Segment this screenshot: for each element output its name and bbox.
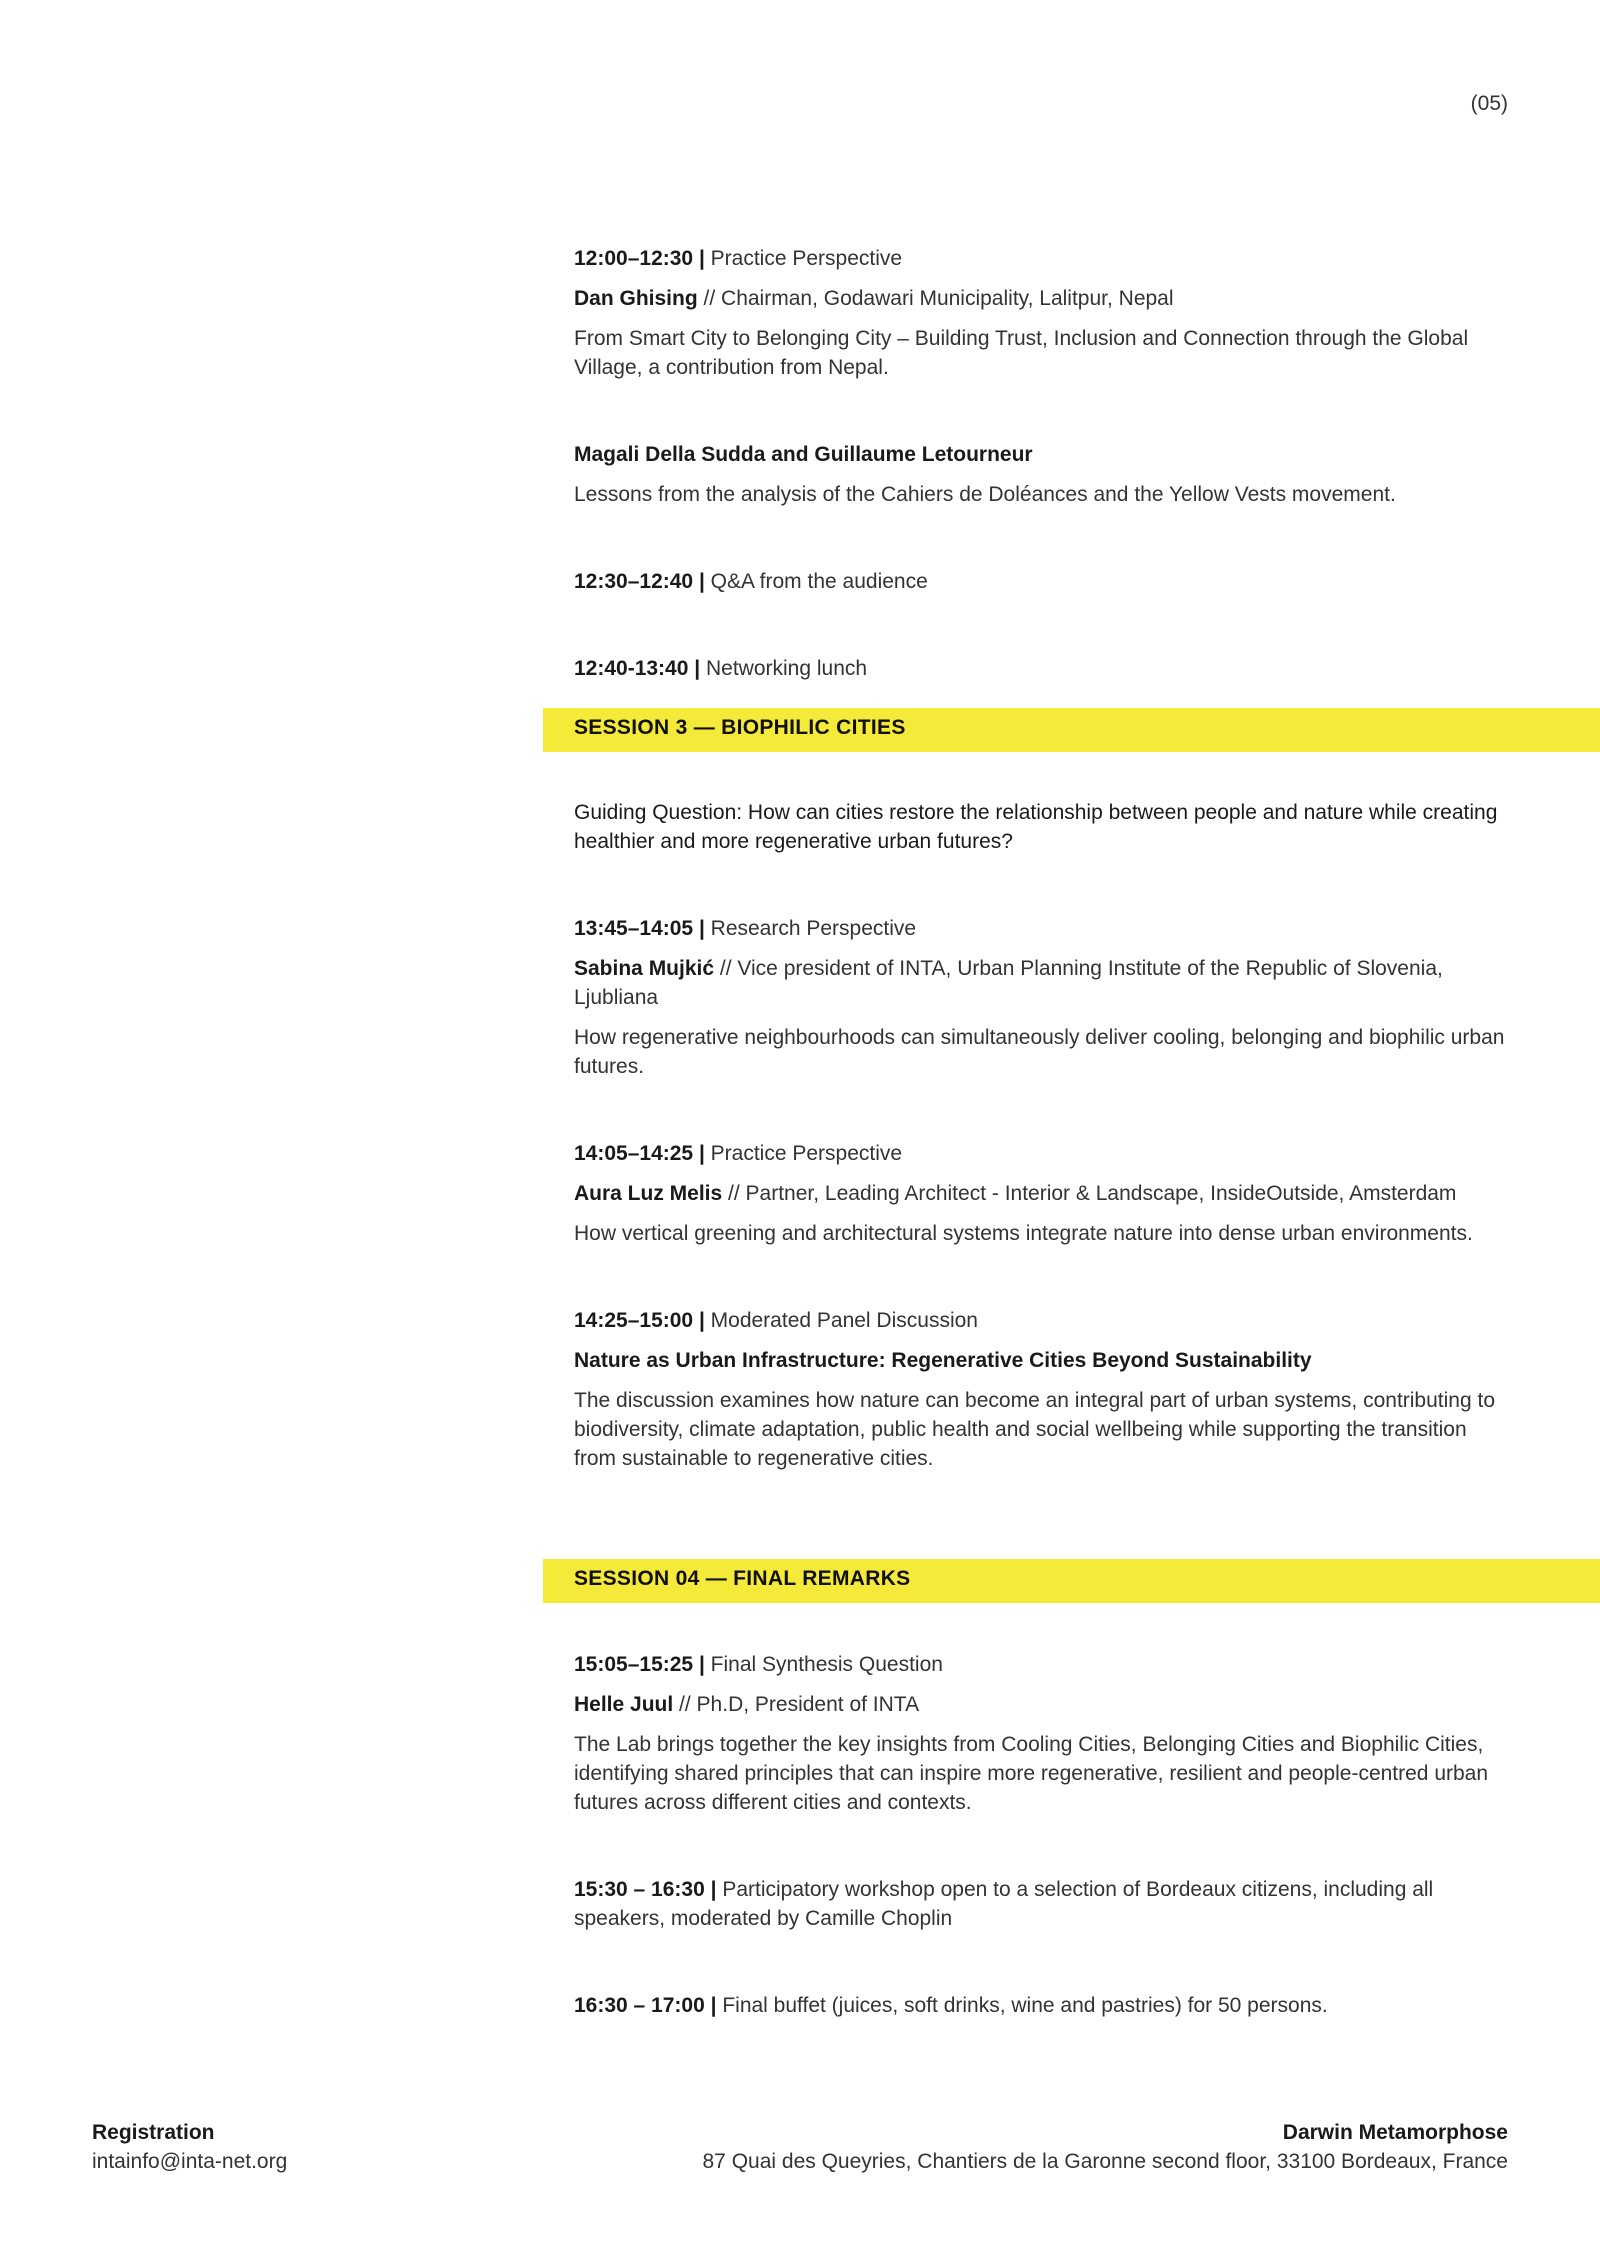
- session-label: Research Perspective: [710, 917, 917, 940]
- agenda-item: [574, 1139, 1514, 1248]
- footer-right-title: Darwin Metamorphose: [1282, 2121, 1508, 2144]
- agenda-item: [574, 1991, 1514, 2020]
- speaker-name: Magali Della Sudda and Guillaume Letourneur: [574, 443, 1033, 466]
- time: 15:30 – 16:30: [574, 1878, 705, 1901]
- speaker-line: Aura Luz Melis // Partner, Leading Architect - Interior & Landscape, InsideOutside, Amsterdam: [574, 1182, 1457, 1205]
- session-label: Participatory workshop open to a selection of Bordeaux citizens, including all speakers, moderated by Camille Choplin: [574, 1878, 1434, 1930]
- time: 14:05–14:25: [574, 1142, 694, 1165]
- talk-description: From Smart City to Belonging City – Building Trust, Inclusion and Connection through the Global Village, a contribution from Nepal.: [574, 327, 1469, 379]
- speaker-role: Chairman, Godawari Municipality, Lalitpur, Nepal: [721, 287, 1174, 310]
- time: 12:30–12:40: [574, 570, 694, 593]
- session-label: Final buffet (juices, soft drinks, wine and pastries) for 50 persons.: [722, 1994, 1328, 2017]
- agenda-item: [574, 1650, 1514, 1817]
- time-line: 15:05–15:25 | Final Synthesis Question: [574, 1653, 943, 1676]
- footer-registration: [92, 2118, 287, 2176]
- agenda-part-3: [574, 1650, 1514, 2078]
- panel-title: Nature as Urban Infrastructure: Regenerative Cities Beyond Sustainability: [574, 1349, 1312, 1372]
- session-3-heading-band: [543, 708, 1600, 752]
- session-4-heading-band: [543, 1559, 1600, 1603]
- panel-description: The discussion examines how nature can become an integral part of urban systems, contributing to biodiversity, climate adaptation, public health and social wellbeing while supporting the transition from sustainable to regenerative cities.: [574, 1389, 1495, 1470]
- speaker-role: Ph.D, President of INTA: [696, 1693, 920, 1716]
- agenda-item: [574, 567, 1514, 596]
- speaker-line: Dan Ghising // Chairman, Godawari Municipality, Lalitpur, Nepal: [574, 287, 1174, 310]
- agenda-item: [574, 440, 1514, 509]
- time-line: 12:40-13:40 | Networking lunch: [574, 657, 868, 680]
- footer-venue: [703, 2118, 1509, 2176]
- time-line: 12:30–12:40 | Q&A from the audience: [574, 570, 928, 593]
- agenda-item: [574, 914, 1514, 1081]
- time-line: 14:05–14:25 | Practice Perspective: [574, 1142, 903, 1165]
- session-label: Final Synthesis Question: [710, 1653, 943, 1676]
- talk-description: Lessons from the analysis of the Cahiers de Doléances and the Yellow Vests movement.: [574, 483, 1396, 506]
- footer-left-title: Registration: [92, 2121, 215, 2144]
- speaker-role: Vice president of INTA, Urban Planning Institute of the Republic of Slovenia, Ljubliana: [574, 957, 1443, 1009]
- registration-email-link[interactable]: intainfo@inta-net.org: [92, 2150, 288, 2173]
- agenda-item: [574, 1306, 1514, 1473]
- talk-description: The Lab brings together the key insights from Cooling Cities, Belonging Cities and Biophilic Cities, identifying shared principles that can inspire more regenerative, resilient and people-centred urban futures across different cities and contexts.: [574, 1733, 1489, 1814]
- time-line: 13:45–14:05 | Research Perspective: [574, 917, 917, 940]
- time-line: 14:25–15:00 | Moderated Panel Discussion: [574, 1309, 978, 1332]
- talk-description: How vertical greening and architectural systems integrate nature into dense urban environments.: [574, 1222, 1473, 1245]
- agenda-part-1: [574, 244, 1514, 741]
- speaker-name: Sabina Mujkić: [574, 957, 715, 980]
- time: 16:30 – 17:00: [574, 1994, 705, 2017]
- venue-address: 87 Quai des Queyries, Chantiers de la Garonne second floor, 33100 Bordeaux, France: [702, 2150, 1508, 2173]
- time: 12:00–12:30: [574, 247, 694, 270]
- agenda-item: [574, 244, 1514, 382]
- session-label: Moderated Panel Discussion: [710, 1309, 978, 1332]
- time: 13:45–14:05: [574, 917, 694, 940]
- session-label: Networking lunch: [705, 657, 868, 680]
- time-line: 15:30 – 16:30 | Participatory workshop open to a selection of Bordeaux citizens, including all speakers, moderated by Camille Choplin: [574, 1878, 1434, 1930]
- session-label: Practice Perspective: [710, 1142, 903, 1165]
- speaker-name: Helle Juul: [574, 1693, 674, 1716]
- speaker-line: Sabina Mujkić // Vice president of INTA, Urban Planning Institute of the Republic of Slovenia, Ljubliana: [574, 957, 1443, 1009]
- session-heading: SESSION 04 — FINAL REMARKS: [574, 1567, 911, 1590]
- speaker-name: Dan Ghising: [574, 287, 698, 310]
- agenda-part-2: [574, 798, 1514, 1531]
- session-heading: SESSION 3 — BIOPHILIC CITIES: [574, 716, 906, 739]
- guiding-question-block: [574, 798, 1514, 856]
- time: 14:25–15:00: [574, 1309, 694, 1332]
- time: 15:05–15:25: [574, 1653, 694, 1676]
- time-line: 12:00–12:30 | Practice Perspective: [574, 247, 903, 270]
- session-label: Practice Perspective: [710, 247, 903, 270]
- time: 12:40-13:40: [574, 657, 689, 680]
- page-number: (05): [1470, 92, 1508, 115]
- agenda-item: [574, 1875, 1514, 1933]
- speaker-name: Aura Luz Melis: [574, 1182, 723, 1205]
- guiding-question: Guiding Question: How can cities restore the relationship between people and nature while creating healthier and more regenerative urban futures?: [574, 801, 1498, 853]
- time-line: 16:30 – 17:00 | Final buffet (juices, soft drinks, wine and pastries) for 50 persons.: [574, 1994, 1328, 2017]
- agenda-item: [574, 654, 1514, 683]
- session-label: Q&A from the audience: [710, 570, 928, 593]
- speaker-role: Partner, Leading Architect - Interior & Landscape, InsideOutside, Amsterdam: [745, 1182, 1457, 1205]
- speaker-line: Helle Juul // Ph.D, President of INTA: [574, 1693, 920, 1716]
- talk-description: How regenerative neighbourhoods can simultaneously deliver cooling, belonging and biophilic urban futures.: [574, 1026, 1505, 1078]
